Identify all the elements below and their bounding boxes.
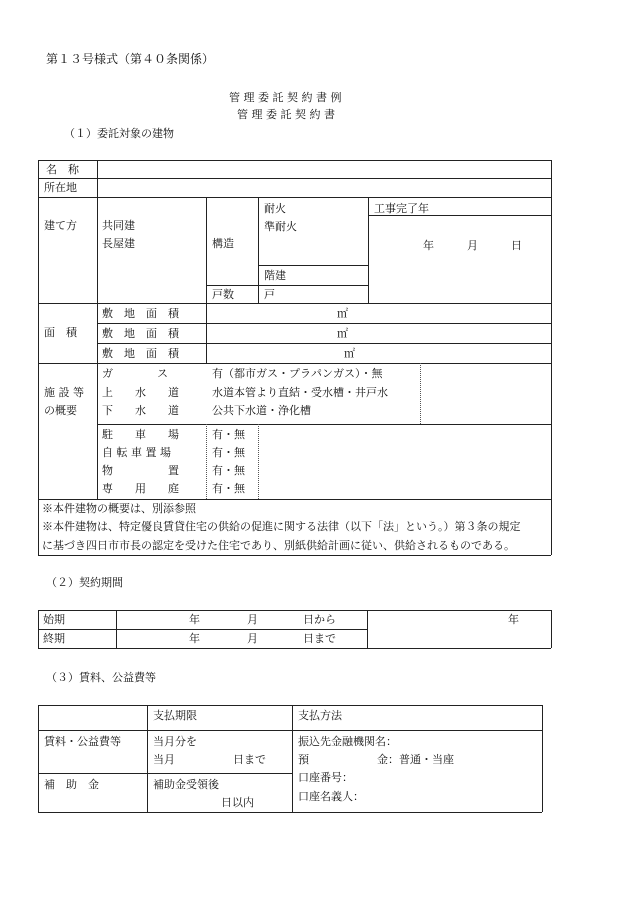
facilities-label-2: の概要 (44, 404, 77, 417)
area-unit: ㎡ (344, 347, 355, 360)
floors-label: 階建 (264, 269, 286, 282)
area-row-label: 敷 地 面 積 (102, 347, 179, 360)
area-row-label: 敷 地 面 積 (102, 307, 179, 320)
subsidy-deadline: 補助金受領後 (153, 778, 219, 791)
amenity-label: 専 用 庭 (102, 482, 179, 495)
utility-value: 有（都市ガス・プラパンガス）・無 (212, 367, 383, 380)
section1-heading: （１）委託対象の建物 (64, 127, 174, 140)
structure-label: 構造 (212, 237, 234, 250)
rent-deadline-month: 当月 (153, 753, 175, 766)
location-label: 所在地 (44, 181, 77, 194)
building-type-option: 長屋建 (102, 237, 135, 250)
section3-heading: （３）賃料、公益費等 (46, 671, 156, 684)
completion-month: 月 (467, 239, 478, 252)
account-number-label: 口座番号： (298, 771, 353, 784)
rent-deadline-day: 日まで (233, 753, 266, 766)
form-number: 第１３号様式（第４０条関係） (46, 52, 215, 66)
utility-value: 公共下水道・浄化槽 (212, 404, 311, 417)
completion-year: 年 (423, 239, 434, 252)
deposit-type: 金：普通・当座 (377, 753, 454, 766)
col-deadline-header: 支払期限 (153, 709, 197, 722)
note: に基づき四日市市長の認定を受けた住宅であり、別紙供給計画に従い、供給されるものである。 (42, 539, 515, 552)
structure-option: 耐火 (264, 202, 286, 215)
start-suffix: 日から (303, 613, 336, 626)
units-label: 戸数 (212, 288, 234, 301)
page-title: 管 理 委 託 契 約 書 例 (229, 91, 342, 104)
end-month: 月 (247, 632, 258, 645)
utility-label: 下 水 道 (102, 404, 179, 417)
end-year: 年 (189, 632, 200, 645)
amenity-label: 自 転 車 置 場 (102, 446, 171, 459)
units-unit: 戸 (264, 288, 275, 301)
area-unit: ㎡ (337, 307, 348, 320)
rent-label: 賃料・公益費等 (44, 735, 121, 748)
note: ※本件建物は、特定優良賃貸住宅の供給の促進に関する法律（以下「法」という。）第３条の規定 (42, 520, 521, 533)
section2-heading: （２）契約期間 (46, 576, 123, 589)
note: ※本件建物の概要は、別添参照 (42, 502, 196, 515)
subsidy-deadline-days: 日以内 (221, 796, 254, 809)
facilities-label: 施 設 等 (44, 386, 84, 399)
account-holder-label: 口座名義人： (298, 790, 364, 803)
area-unit: ㎡ (337, 327, 348, 340)
utility-value: 水道本管より直結・受水槽・井戸水 (212, 386, 388, 399)
amenity-label: 物 置 (102, 464, 179, 477)
amenity-value: 有・無 (212, 446, 245, 459)
term-unit: 年 (508, 613, 519, 626)
start-month: 月 (247, 613, 258, 626)
bank-name-label: 振込先金融機関名： (298, 735, 397, 748)
utility-label: ガ ス (102, 367, 168, 380)
start-label: 始期 (43, 613, 65, 626)
area-label: 面 積 (44, 326, 77, 339)
start-year: 年 (189, 613, 200, 626)
rent-deadline: 当月分を (153, 735, 197, 748)
utility-label: 上 水 道 (102, 386, 179, 399)
building-type-label: 建て方 (44, 219, 77, 232)
completion-label: 工事完了年 (374, 202, 429, 215)
page-subtitle: 管 理 委 託 契 約 書 (237, 108, 335, 121)
amenity-label: 駐 車 場 (102, 428, 179, 441)
amenity-value: 有・無 (212, 428, 245, 441)
subsidy-label: 補 助 金 (44, 778, 99, 791)
col-method-header: 支払方法 (298, 709, 342, 722)
structure-option: 準耐火 (264, 220, 297, 233)
amenity-value: 有・無 (212, 482, 245, 495)
building-type-option: 共同建 (102, 219, 135, 232)
amenity-value: 有・無 (212, 464, 245, 477)
deposit-label: 預 (298, 753, 309, 766)
area-row-label: 敷 地 面 積 (102, 327, 179, 340)
name-label: 名 称 (46, 163, 79, 176)
end-label: 終期 (43, 632, 65, 645)
completion-day: 日 (511, 239, 522, 252)
end-suffix: 日まで (303, 632, 336, 645)
